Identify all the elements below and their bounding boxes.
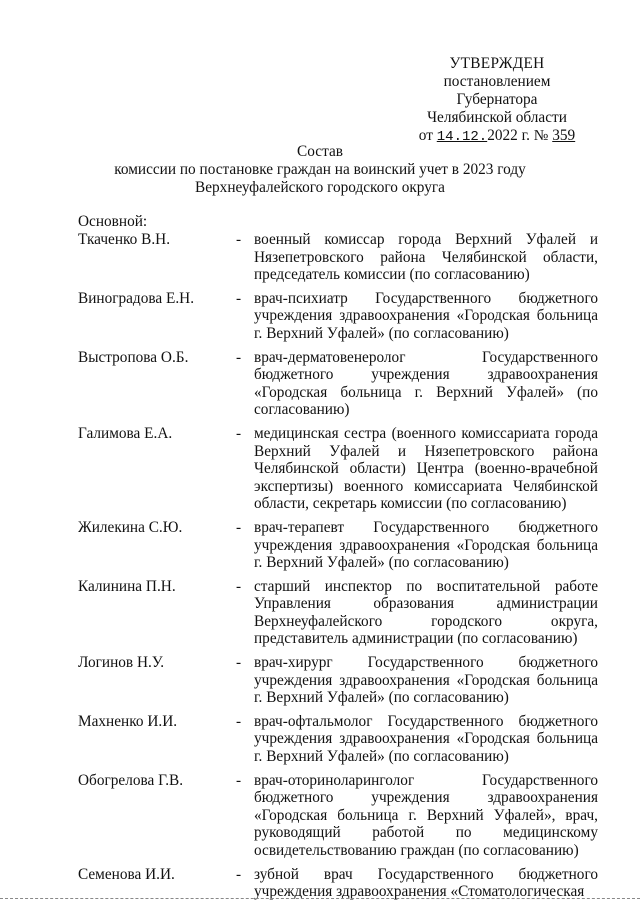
member-list: [78, 231, 598, 907]
dash: -: [236, 231, 242, 248]
list-item: [78, 349, 598, 419]
section-label: Основной:: [78, 213, 148, 230]
date-prefix: от: [418, 127, 433, 144]
title-line-2: комиссии по постановке граждан на воинский учет в 2023 году: [114, 161, 526, 178]
member-name: Ткаченко В.Н.: [78, 231, 171, 248]
member-name: Галимова Е.А.: [78, 424, 173, 442]
approval-heading: УТВЕРЖДЕН: [449, 55, 545, 72]
member-name: Махненко И.И.: [78, 712, 178, 730]
member-name: Семенова И.И.: [78, 865, 175, 883]
dash: -: [236, 424, 242, 442]
dash: -: [236, 712, 242, 730]
list-item: [78, 425, 598, 513]
approval-line-2: Челябинской области: [427, 109, 567, 126]
member-name: Выстропова О.Б.: [78, 348, 189, 366]
list-item: [78, 578, 598, 648]
list-item: [78, 231, 598, 284]
member-role: старший инспектор по воспитательной работе Управления образования администрации Верхнеуфалейского городского округа, представитель администрации (по согласованию): [254, 577, 598, 648]
member-role: врач-терапевт Государственного бюджетного учреждения здравоохранения «Городская больница г. Верхний Уфалей» (по согласованию): [254, 518, 598, 572]
member-name: Обогрелова Г.В.: [78, 771, 184, 789]
member-name: Калинина П.Н.: [78, 577, 176, 595]
list-item: [78, 519, 598, 572]
dash: -: [236, 289, 242, 307]
dash: -: [236, 654, 242, 672]
member-name: Жилекина С.Ю.: [78, 518, 183, 536]
title-line-1: Состав: [297, 143, 343, 160]
list-item: [78, 654, 598, 707]
member-role: врач-оториноларинголог Государственного бюджетного учреждения здравоохранения «Городская больница г. Верхний Уфалей», врач, руководящий работой по медицинскому освидетельствованию граждан (по согласованию): [254, 771, 598, 859]
member-role: медицинская сестра (военного комиссариата города Верхний Уфалей и Нязепетровского района Челябинской области) Центра (военно-врачебной экспертизы) военного комиссариата Челябинской области, секретарь комиссии (по согласованию): [254, 424, 598, 513]
dash: -: [236, 771, 242, 789]
member-role: врач-хирург Государственного бюджетного учреждения здравоохранения «Городская больница г. Верхний Уфалей» (по согласованию): [254, 654, 598, 707]
member-role: врач-дерматовенеролог Государственного бюджетного учреждения здравоохранения «Городская больница г. Верхний Уфалей» (по согласованию): [254, 348, 598, 419]
member-role: зубной врач Государственного бюджетного учреждения здравоохранения «Стоматологическая: [254, 865, 598, 901]
title-line-3: Верхнеуфалейского городского округа: [195, 179, 445, 196]
dash: -: [236, 348, 242, 366]
dash: -: [236, 577, 242, 595]
decree-number: 359: [552, 127, 576, 144]
member-name: Логинов Н.У.: [78, 654, 165, 672]
dash: -: [236, 865, 242, 883]
date-value: 14.12.: [436, 129, 488, 145]
member-role: врач-офтальмолог Государственного бюджетного учреждения здравоохранения «Городская больница г. Верхний Уфалей» (по согласованию): [254, 712, 598, 766]
document-title: [0, 143, 640, 197]
list-item: [78, 290, 598, 343]
list-item: [78, 866, 598, 901]
member-role: военный комиссар города Верхний Уфалей и Нязепетровского района Челябинской области, председатель комиссии (по согласованию): [254, 231, 598, 284]
dash: -: [236, 518, 242, 536]
list-item: [78, 713, 598, 766]
member-name: Виноградова Е.Н.: [78, 289, 195, 307]
page-edge-divider: [0, 898, 640, 899]
year-text: 2022 г. №: [487, 127, 549, 144]
member-role: врач-психиатр Государственного бюджетного учреждения здравоохранения «Городская больница г. Верхний Уфалей» (по согласованию): [254, 289, 598, 342]
list-item: [78, 772, 598, 860]
approval-line-1: постановлением Губернатора: [443, 73, 551, 108]
approval-block: [402, 55, 592, 146]
